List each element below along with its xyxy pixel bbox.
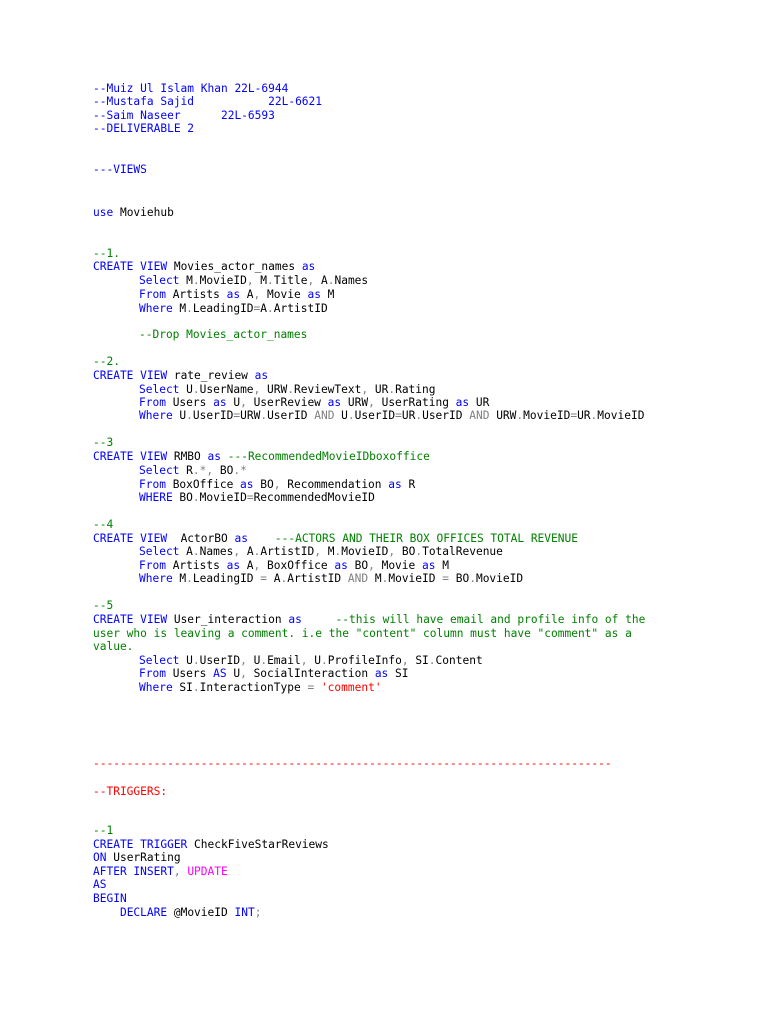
code-token: AFTER INSERT bbox=[93, 865, 174, 878]
code-token: = bbox=[395, 409, 402, 422]
code-token bbox=[93, 906, 120, 919]
code-token: Artists bbox=[165, 559, 227, 572]
code-token: . bbox=[192, 491, 200, 504]
code-line bbox=[139, 491, 658, 505]
code-token: LeadingID bbox=[192, 572, 261, 585]
code-line bbox=[139, 396, 658, 410]
code-token: ProfileInfo bbox=[327, 654, 402, 667]
code-token: as bbox=[327, 396, 342, 409]
code-token: URW bbox=[341, 396, 369, 409]
code-token: SI bbox=[388, 667, 409, 680]
code-token: UR bbox=[374, 383, 389, 396]
code-token: M bbox=[320, 288, 335, 301]
code-token: . bbox=[469, 572, 476, 585]
code-token: U bbox=[334, 409, 348, 422]
code-line bbox=[93, 109, 658, 123]
code-token: SI bbox=[172, 681, 193, 694]
code-line bbox=[93, 260, 658, 274]
code-token: , bbox=[253, 559, 268, 572]
code-token: . bbox=[516, 409, 524, 422]
code-token: as bbox=[374, 667, 389, 680]
code-token: UserReview bbox=[253, 396, 328, 409]
code-token: . bbox=[334, 545, 342, 558]
code-token: Email bbox=[267, 654, 301, 667]
code-token: U bbox=[253, 654, 261, 667]
code-token: ; bbox=[254, 906, 262, 919]
code-token: , bbox=[314, 545, 328, 558]
code-token: as bbox=[234, 532, 248, 545]
code-token: as bbox=[288, 613, 302, 626]
code-line bbox=[93, 369, 658, 383]
code-token: --Saim Naseer 22L-6593 bbox=[93, 109, 275, 122]
code-token: ---ACTORS AND THEIR BOX OFFICES TOTAL REVENUE bbox=[247, 532, 578, 545]
code-token: Select bbox=[139, 545, 180, 558]
code-token: , bbox=[240, 396, 254, 409]
code-token: A bbox=[320, 274, 328, 287]
code-token: Names bbox=[334, 274, 369, 287]
code-line bbox=[93, 532, 658, 546]
code-token: INT bbox=[234, 906, 255, 919]
code-token: BO bbox=[347, 559, 369, 572]
code-line bbox=[93, 518, 658, 532]
code-token: BoxOffice bbox=[267, 559, 335, 572]
code-line bbox=[93, 95, 658, 109]
code-token: From bbox=[139, 478, 166, 491]
code-token: Select bbox=[139, 383, 180, 396]
code-line bbox=[139, 464, 658, 478]
code-token: WHERE bbox=[139, 491, 173, 504]
code-line bbox=[139, 572, 658, 586]
code-line bbox=[139, 681, 658, 695]
code-token: Select bbox=[139, 464, 180, 477]
code-token: . bbox=[186, 572, 193, 585]
code-token: Artists bbox=[165, 288, 227, 301]
code-token: , bbox=[368, 396, 382, 409]
code-token: ---VIEWS bbox=[93, 163, 147, 176]
code-token: . bbox=[192, 383, 200, 396]
code-token: Content bbox=[435, 654, 483, 667]
code-token: MovieID bbox=[523, 409, 571, 422]
code-token: UserRating bbox=[106, 851, 181, 864]
code-token: AND bbox=[347, 572, 369, 585]
code-line bbox=[139, 409, 658, 423]
code-token: CREATE VIEW bbox=[93, 260, 168, 273]
code-token: . bbox=[327, 274, 335, 287]
code-line bbox=[93, 785, 658, 799]
code-token: , bbox=[240, 654, 254, 667]
code-token: .*, bbox=[192, 464, 220, 477]
code-token: CREATE VIEW bbox=[93, 532, 168, 545]
code-token: From bbox=[139, 288, 166, 301]
code-token: as bbox=[307, 288, 321, 301]
code-token: as bbox=[240, 478, 254, 491]
code-token: Users bbox=[165, 396, 214, 409]
code-line bbox=[93, 851, 658, 865]
code-token: . bbox=[192, 681, 200, 694]
code-token: . bbox=[192, 274, 200, 287]
code-token: , bbox=[401, 654, 416, 667]
code-token: MovieID bbox=[341, 545, 389, 558]
code-token: as bbox=[334, 559, 348, 572]
code-token: CREATE VIEW bbox=[93, 450, 168, 463]
code-token: M bbox=[368, 572, 382, 585]
code-line bbox=[93, 757, 658, 771]
code-token: . bbox=[415, 545, 423, 558]
code-token: Movie bbox=[381, 559, 422, 572]
code-token: From bbox=[139, 559, 166, 572]
code-token: M bbox=[172, 302, 187, 315]
code-token: U bbox=[314, 654, 321, 667]
code-line bbox=[93, 82, 658, 96]
code-line bbox=[139, 383, 658, 397]
code-line bbox=[93, 247, 658, 261]
code-token: . bbox=[267, 302, 274, 315]
code-token: use bbox=[93, 206, 114, 219]
code-token: ArtistID bbox=[260, 545, 315, 558]
code-token: URW bbox=[240, 409, 261, 422]
code-token: Rating bbox=[395, 383, 436, 396]
code-token: Movie bbox=[267, 288, 308, 301]
code-line bbox=[139, 328, 658, 342]
code-token: ArtistID bbox=[273, 302, 328, 315]
code-token: AS bbox=[213, 667, 227, 680]
code-line bbox=[93, 613, 658, 654]
code-token: BoxOffice bbox=[165, 478, 241, 491]
code-line bbox=[93, 122, 658, 136]
code-token: U bbox=[179, 383, 193, 396]
code-token: ActorBO bbox=[167, 532, 235, 545]
code-line bbox=[139, 559, 658, 573]
code-token: A bbox=[179, 545, 193, 558]
code-token: --1 bbox=[93, 824, 114, 837]
code-token: UR bbox=[401, 409, 416, 422]
code-token: 'comment' bbox=[320, 681, 382, 694]
code-token: = bbox=[260, 572, 268, 585]
code-token: UserID bbox=[267, 409, 315, 422]
code-line bbox=[93, 599, 658, 613]
code-token: UserID bbox=[199, 654, 241, 667]
code-token: R bbox=[179, 464, 193, 477]
code-token: , bbox=[233, 545, 247, 558]
code-token: UR bbox=[577, 409, 591, 422]
code-token: . bbox=[186, 409, 193, 422]
code-token: URW bbox=[489, 409, 517, 422]
code-token: MovieID bbox=[597, 409, 645, 422]
code-token: = bbox=[233, 409, 241, 422]
code-token: . bbox=[388, 383, 396, 396]
code-token: A bbox=[267, 572, 281, 585]
code-token: BO bbox=[401, 545, 416, 558]
code-token: = bbox=[246, 491, 254, 504]
code-token: . bbox=[381, 572, 389, 585]
code-token: R bbox=[401, 478, 416, 491]
code-token: UserID bbox=[422, 409, 470, 422]
code-line bbox=[139, 274, 658, 288]
code-token: --2. bbox=[93, 355, 120, 368]
code-line bbox=[139, 288, 658, 302]
code-token: Where bbox=[139, 681, 173, 694]
code-line bbox=[93, 163, 658, 177]
code-line bbox=[93, 878, 658, 892]
code-token: as bbox=[455, 396, 470, 409]
code-line bbox=[93, 906, 658, 920]
code-token: . bbox=[260, 409, 268, 422]
code-token: A bbox=[246, 545, 254, 558]
code-token: . bbox=[192, 545, 200, 558]
code-token: Where bbox=[139, 302, 173, 315]
code-token: MovieID bbox=[199, 274, 247, 287]
code-line bbox=[93, 436, 658, 450]
code-token: AND bbox=[469, 409, 490, 422]
code-token: . bbox=[287, 383, 294, 396]
code-line bbox=[93, 355, 658, 369]
code-token: , bbox=[253, 288, 268, 301]
code-line bbox=[93, 865, 658, 879]
code-token: CREATE VIEW bbox=[93, 613, 168, 626]
code-token: Where bbox=[139, 409, 173, 422]
code-token: --3 bbox=[93, 436, 114, 449]
code-line bbox=[139, 545, 658, 559]
code-token: as bbox=[388, 478, 402, 491]
code-token: SI bbox=[415, 654, 429, 667]
code-token: --DELIVERABLE 2 bbox=[93, 122, 195, 135]
code-token: --Muiz Ul Islam Khan 22L-6944 bbox=[93, 82, 289, 95]
code-token: . bbox=[320, 654, 328, 667]
code-token: . bbox=[253, 545, 261, 558]
code-token: Where bbox=[139, 572, 173, 585]
code-token: M bbox=[435, 559, 449, 572]
code-token: BO bbox=[172, 491, 193, 504]
code-token: M bbox=[327, 545, 335, 558]
code-token: ---RecommendedMovieIDboxoffice bbox=[221, 450, 430, 463]
code-token: MovieID bbox=[388, 572, 443, 585]
code-line bbox=[139, 667, 658, 681]
code-token: --TRIGGERS: bbox=[93, 785, 168, 798]
code-token: Recommendation bbox=[287, 478, 389, 491]
code-token: . bbox=[590, 409, 598, 422]
code-token: A bbox=[240, 288, 254, 301]
code-token: A bbox=[240, 559, 254, 572]
code-token: as bbox=[226, 559, 241, 572]
code-token: as bbox=[301, 260, 316, 273]
code-token: . bbox=[415, 409, 423, 422]
code-line bbox=[139, 654, 658, 668]
code-token: as bbox=[422, 559, 436, 572]
code-token: UserName bbox=[199, 383, 254, 396]
code-token: --this will have email and profile info of the user who is leaving a comment. i.e the "content" column must have "comment" as a value. bbox=[93, 613, 653, 653]
code-token: ----------------------------------------------------------------------------- bbox=[93, 757, 612, 770]
code-token: InteractionType bbox=[199, 681, 308, 694]
code-token: U bbox=[172, 409, 187, 422]
code-token: From bbox=[139, 667, 166, 680]
code-token: CheckFiveStarReviews bbox=[187, 838, 329, 851]
code-token: MovieID bbox=[475, 572, 524, 585]
code-token: M bbox=[179, 274, 193, 287]
code-token: = bbox=[442, 572, 449, 585]
code-token: UPDATE bbox=[187, 865, 228, 878]
code-token: = bbox=[570, 409, 578, 422]
code-token: BO bbox=[448, 572, 470, 585]
code-token: ReviewText bbox=[294, 383, 362, 396]
code-token: , bbox=[388, 545, 402, 558]
code-token: SocialInteraction bbox=[253, 667, 375, 680]
code-token: @MovieID bbox=[167, 906, 235, 919]
code-token: , bbox=[253, 383, 268, 396]
code-token: Movies_actor_names bbox=[167, 260, 302, 273]
code-token: CREATE VIEW bbox=[93, 369, 168, 382]
code-token: Select bbox=[139, 654, 180, 667]
code-token: RecommendedMovieID bbox=[253, 491, 375, 504]
code-line bbox=[93, 824, 658, 838]
code-token: . bbox=[428, 654, 436, 667]
code-line bbox=[93, 838, 658, 852]
code-token: CREATE TRIGGER bbox=[93, 838, 188, 851]
code-token: , bbox=[273, 478, 288, 491]
code-line bbox=[139, 478, 658, 492]
code-token: AS bbox=[93, 878, 107, 891]
code-token: U bbox=[226, 667, 241, 680]
code-token: . bbox=[347, 409, 355, 422]
code-token: --Mustafa Sajid 22L-6621 bbox=[93, 95, 323, 108]
code-token: DECLARE bbox=[119, 906, 168, 919]
code-token: URW bbox=[267, 383, 288, 396]
code-token: rate_review bbox=[167, 369, 255, 382]
code-token: U bbox=[179, 654, 193, 667]
code-token: Names bbox=[199, 545, 234, 558]
code-token: , bbox=[240, 667, 254, 680]
code-token: UR bbox=[469, 396, 490, 409]
code-token: UserRating bbox=[381, 396, 456, 409]
code-line bbox=[93, 892, 658, 906]
code-token: as bbox=[254, 369, 269, 382]
code-token: ON bbox=[93, 851, 107, 864]
code-token bbox=[314, 681, 321, 694]
code-token: Title bbox=[273, 274, 308, 287]
code-token: --4 bbox=[93, 518, 114, 531]
code-token: . bbox=[192, 654, 200, 667]
code-token: TotalRevenue bbox=[422, 545, 503, 558]
code-token: Select bbox=[139, 274, 180, 287]
code-token: UserID bbox=[192, 409, 234, 422]
code-token: . bbox=[260, 654, 268, 667]
code-token: , bbox=[173, 865, 188, 878]
code-token: Moviehub bbox=[113, 206, 174, 219]
code-token: Users bbox=[165, 667, 214, 680]
code-token: A bbox=[260, 302, 268, 315]
code-token: as bbox=[226, 288, 241, 301]
code-token: as bbox=[213, 396, 227, 409]
code-token: as bbox=[207, 450, 221, 463]
code-token: .* bbox=[233, 464, 247, 477]
code-token: LeadingID bbox=[192, 302, 254, 315]
code-token: M bbox=[260, 274, 268, 287]
code-token: From bbox=[139, 396, 166, 409]
code-token: AND bbox=[314, 409, 335, 422]
code-token: MovieID bbox=[199, 491, 247, 504]
code-token: U bbox=[226, 396, 241, 409]
code-token: . bbox=[186, 302, 193, 315]
code-token: = bbox=[307, 681, 315, 694]
code-token: M bbox=[172, 572, 187, 585]
code-token: BEGIN bbox=[93, 892, 127, 905]
code-line bbox=[93, 206, 658, 220]
code-token: BO bbox=[253, 478, 274, 491]
code-token: ArtistID bbox=[287, 572, 348, 585]
code-token: . bbox=[267, 274, 274, 287]
code-token: --1. bbox=[93, 247, 120, 260]
code-line bbox=[139, 302, 658, 316]
code-token: RMBO bbox=[167, 450, 208, 463]
code-token: BO bbox=[219, 464, 234, 477]
code-token: . bbox=[280, 572, 288, 585]
code-token: , bbox=[300, 654, 315, 667]
code-token: , bbox=[368, 559, 382, 572]
code-token: = bbox=[253, 302, 261, 315]
code-token: --5 bbox=[93, 599, 114, 612]
code-token: User_interaction bbox=[167, 613, 289, 626]
code-token: --Drop Movies_actor_names bbox=[139, 328, 308, 341]
code-token: , bbox=[307, 274, 321, 287]
code-token: , bbox=[361, 383, 375, 396]
code-line bbox=[93, 450, 658, 464]
code-token: , bbox=[246, 274, 261, 287]
code-token: UserID bbox=[354, 409, 396, 422]
